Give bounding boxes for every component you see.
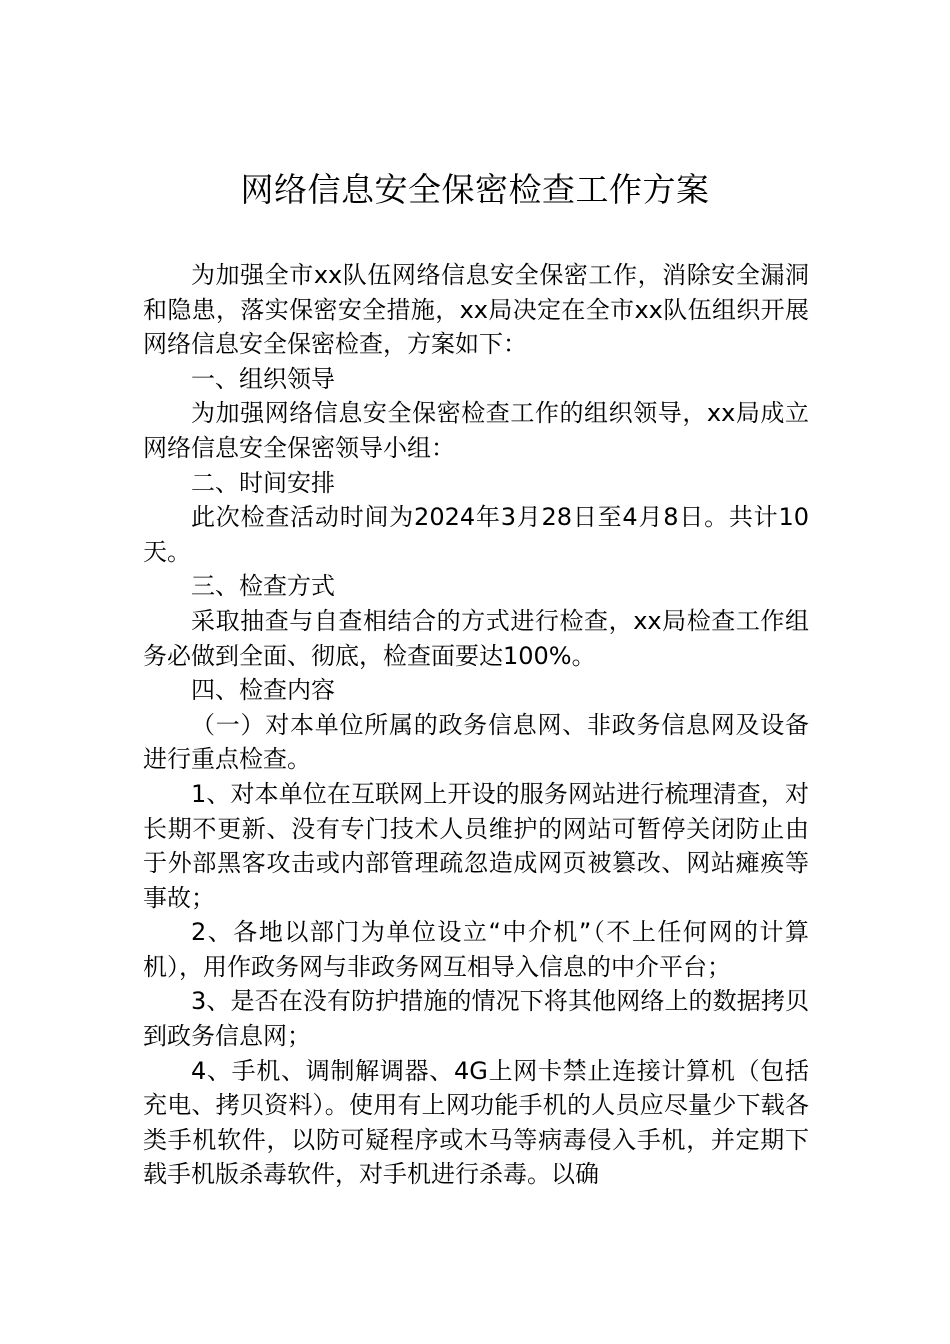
list-item-1: 1、对本单位在互联网上开设的服务网站进行梳理清查，对长期不更新、没有专门技术人员维护的网站可暂停关闭防止由于外部黑客攻击或内部管理疏忽造成网页被篡改、网站瘫痪等事故； [143,779,809,912]
document-title: 网络信息安全保密检查工作方案 [240,170,710,209]
list-item-4: 4、手机、调制解调器、4G上网卡禁止连接计算机（包括充电、拷贝资料）。使用有上网功能手机的人员应尽量少下载各类手机软件，以防可疑程序或木马等病毒侵入手机，并定期下载手机版杀毒软件，对手机进行杀毒。以确 [143,1056,809,1189]
list-item-3: 3、是否在没有防护措施的情况下将其他网络上的数据拷贝到政务信息网； [143,987,809,1051]
list-item-2: 2、各地以部门为单位设立“中介机”（不上任何网的计算机），用作政务网与非政务网互相导入信息的中介平台； [143,918,809,981]
subsection-heading-1: （一）对本单位所属的政务信息网、非政务信息网及设备进行重点检查。 [143,710,809,774]
paragraph-method: 采取抽查与自查相结合的方式进行检查，xx局检查工作组务必做到全面、彻底，检查面要达100%。 [143,606,809,670]
section-heading-method: 三、检查方式 [191,572,335,601]
section-heading-content: 四、检查内容 [191,676,335,705]
paragraph-intro: 为加强全市xx队伍网络信息安全保密工作，消除安全漏洞和隐患，落实保密安全措施，xx局决定在全市xx队伍组织开展网络信息安全保密检查，方案如下： [143,261,809,359]
section-heading-schedule: 二、时间安排 [191,468,335,497]
section-heading-organization: 一、组织领导 [191,364,335,393]
paragraph-schedule: 此次检查活动时间为2024年3月28日至4月8日。共计10天。 [143,503,809,566]
paragraph-organization: 为加强网络信息安全保密检查工作的组织领导，xx局成立网络信息安全保密领导小组： [143,399,809,462]
document-body [143,258,809,1192]
